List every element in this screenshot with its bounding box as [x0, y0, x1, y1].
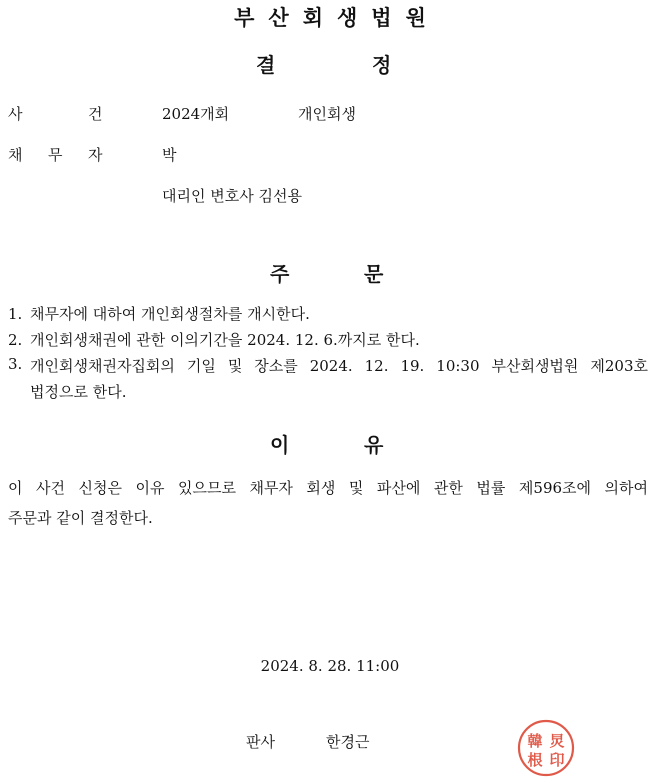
order-item-3	[8, 355, 648, 376]
order-number: 3.	[8, 355, 23, 373]
order-text: 채무자에 대하여 개인회생절차를 개시한다.	[30, 305, 310, 323]
doc-title-left: 결	[256, 53, 276, 77]
debtor-label-char-1: 채	[8, 146, 23, 164]
reason-line-2: 주문과 같이 결정한다.	[8, 509, 153, 527]
reason-heading-right: 유	[364, 433, 384, 457]
seal-glyph-1: 韓	[527, 732, 543, 750]
decision-date: 2024. 8. 28. 11:00	[260, 657, 400, 675]
order-text: 개인회생채권에 관한 이의기간을 2024. 12. 6.까지로 한다.	[30, 331, 420, 349]
doc-title-right: 정	[372, 53, 392, 77]
judge-seal-stamp	[516, 718, 576, 778]
court-name: 부산회생법원	[234, 6, 440, 30]
order-item-3-continuation: 법정으로 한다.	[30, 383, 127, 401]
judge-title: 판사	[246, 733, 275, 751]
reason-heading-left: 이	[270, 433, 290, 457]
seal-glyph-3: 根	[527, 751, 543, 769]
seal-glyph-2: 炅	[549, 732, 565, 750]
reason-line-1: 이 사건 신청은 이유 있으므로 채무자 회생 및 파산에 관한 법률 제596조에 의하여	[8, 479, 648, 497]
debtor-name: 박	[162, 146, 177, 164]
order-item-2	[8, 329, 648, 350]
case-number: 2024개회	[162, 105, 230, 123]
case-label-char-2: 건	[88, 105, 103, 123]
debtor-label-char-2: 무	[48, 146, 63, 164]
judge-name: 한경근	[326, 733, 370, 751]
case-label-char-1: 사	[8, 105, 23, 123]
debtor-label-char-3: 자	[88, 146, 103, 164]
seal-glyph-4: 印	[549, 751, 565, 769]
debtor-agent: 대리인 변호사 김선용	[162, 187, 302, 205]
case-type: 개인회생	[298, 105, 356, 123]
order-heading-right: 문	[364, 262, 384, 286]
order-heading-left: 주	[270, 262, 290, 286]
order-number: 1.	[8, 305, 23, 323]
order-number: 2.	[8, 331, 23, 349]
order-text: 개인회생채권자집회의 기일 및 장소를 2024. 12. 19. 10:30 부산회생법원 제203호	[30, 357, 648, 375]
order-item-1	[8, 303, 648, 324]
